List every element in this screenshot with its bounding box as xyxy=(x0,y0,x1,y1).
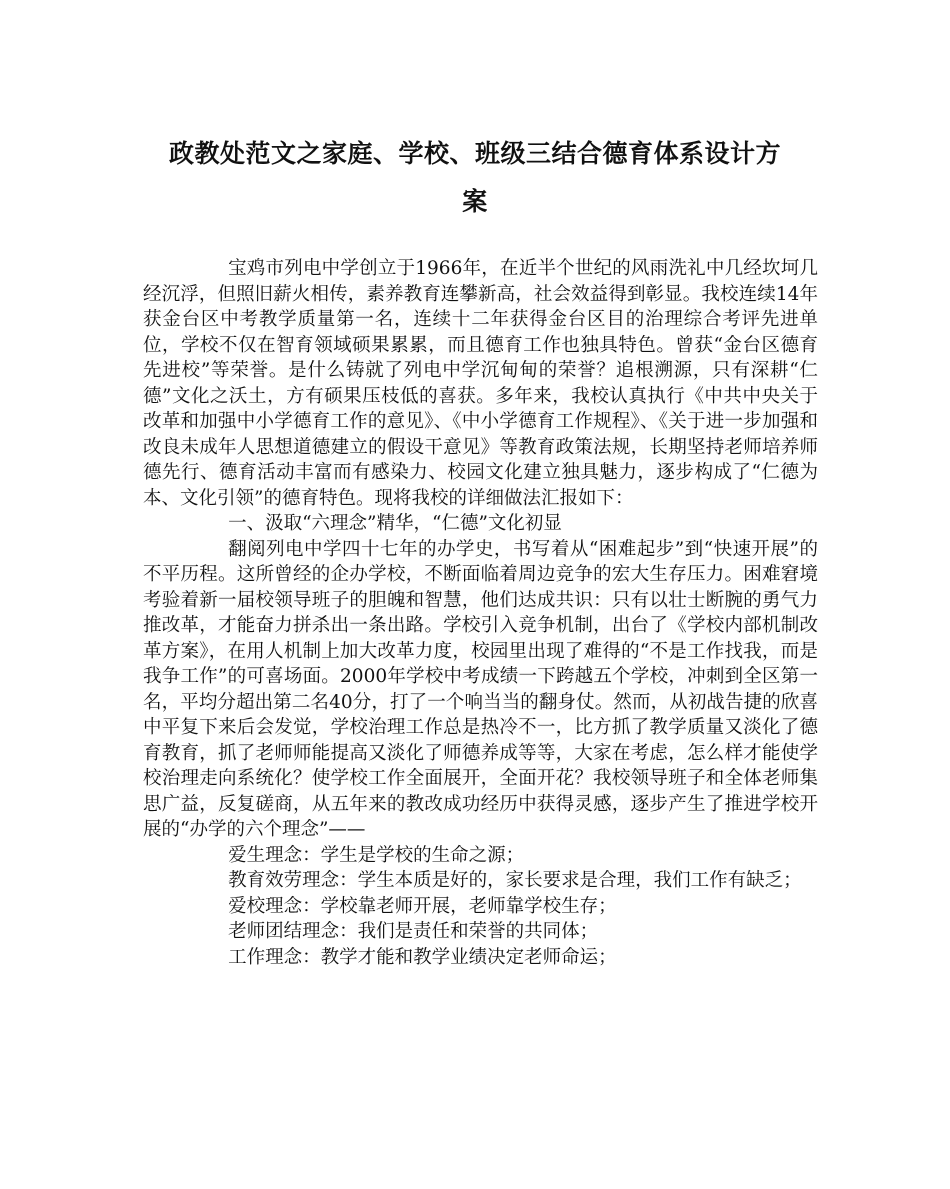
section-heading-1: 一、汲取“六理念”精华，“仁德”文化初显 xyxy=(228,513,562,534)
list-item-philosophy-5: 工作理念：教学才能和教学业绩决定老师命运； xyxy=(228,946,617,968)
list-item-philosophy-4: 老师团结理念：我们是责任和荣誉的共同体； xyxy=(228,921,599,942)
paragraph-intro: 宝鸡市列电中学创立于1966年，在近半个世纪的风雨洗礼中几经坎坷几经沉浮，但照旧薪火相传，素养教育连攀新高，社会效益得到彰显。我校连续14年获金台区中考教学质量第一名，连续十二年获得金台区目的治理综合考评先进单位，学校不仅在智育领域硕果累累，而且德育工作也独具特色。曾获“金台区德育先进校”等荣誉。是什么铸就了列电中学沉甸甸的荣誉？追根溯源，只有深耕“仁德”文化之沃土，方有硕果压枝低的喜获。多年来，我校认真执行《中共中央关于改革和加强中小学德育工作的意见》、《中小学德育工作规程》、《关于进一步加强和改良未成年人思想道德建立的假设干意见》等教育政策法规，长期坚持老师培养师德先行、德育活动丰富而有感染力、校园文化建立独具魅力，逐步构成了“仁德为本、文化引领”的德育特色。现将我校的详细做法汇报如下： xyxy=(143,258,818,509)
document-body xyxy=(143,256,818,970)
document-title-line-2: 案 xyxy=(462,187,488,216)
paragraph-history: 翻阅列电中学四十七年的办学史，书写着从“困难起步”到“快速开展”的不平历程。这所曾经的企办学校，不断面临着周边竞争的宏大生存压力。困难窘境考验着新一届校领导班子的胆魄和智慧，他们达成共识：只有以壮士断腕的勇气力推改革，才能奋力拼杀出一条出路。学校引入竞争机制，出台了《学校内部机制改革方案》，在用人机制上加大改革力度，校园里出现了难得的“不是工作找我，而是我争工作”的可喜场面。2000年学校中考成绩一下跨越五个学校，冲刺到全区第一名，平均分超出第二名40分，打了一个响当当的翻身仗。然而，从初战告捷的欣喜中平复下来后会发觉，学校治理工作总是热冷不一，比方抓了教学质量又淡化了德育教育，抓了老师师能提高又淡化了师德养成等等，大家在考虑，怎么样才能使学校治理走向系统化？使学校工作全面展开，全面开花？我校领导班子和全体老师集思广益，反复磋商，从五年来的教改成功经历中获得灵感，逐步产生了推进学校开展的“办学的六个理念”—— xyxy=(143,538,818,840)
list-item-philosophy-2: 教育效劳理念：学生本质是好的，家长要求是合理，我们工作有缺乏； xyxy=(228,870,802,891)
document-title xyxy=(130,130,820,226)
list-item-philosophy-1: 爱生理念：学生是学校的生命之源； xyxy=(228,844,525,866)
list-item-philosophy-3: 爱校理念：学校靠老师开展，老师靠学校生存； xyxy=(228,895,617,917)
document-title-line-1: 政教处范文之家庭、学校、班级三结合德育体系设计方 xyxy=(168,139,781,168)
